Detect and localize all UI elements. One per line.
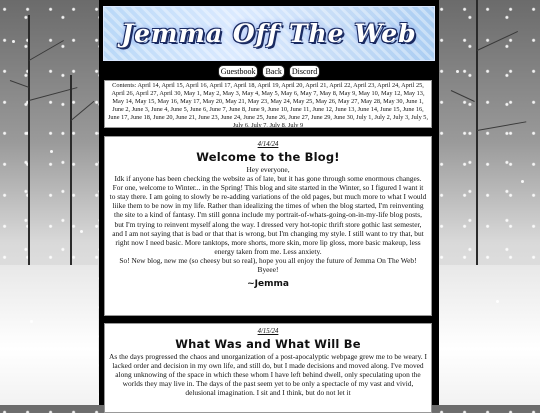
- tree-branch: [71, 101, 95, 121]
- left-winter-scene: [0, 0, 98, 405]
- tree-branch: [451, 90, 475, 102]
- post-title: What Was and What Will Be: [175, 337, 361, 351]
- snowflake: [30, 320, 33, 323]
- snowy-ground: [436, 265, 540, 405]
- bare-tree: [70, 75, 72, 275]
- post-paragraph: As the days progressed the chaos and unorganization of a post-apocalyptic webpage grew me to be weary. I lacked order and decision in my own life, and still do, but I made decisions and moved along. I've moved along unknowing of the space in which these whom I have left behind dwell, only speculating upon the worlds they may live in. The days of the past seem yet to be only a spectacle of my vast and vivid, delusional imagination. I sit and I think, but do not let it: [109, 352, 427, 398]
- snowflake: [521, 180, 524, 183]
- site-banner: [103, 6, 435, 61]
- discord-button[interactable]: Discord: [289, 65, 320, 78]
- contents-links[interactable]: Contents: April 14, April 15, April 16, April 17, April 18, April 19, April 20, April 21, April 22, April 23, April 24, April 25, April 26, April 27, April 30, May 1, May 2, May 3, May 4, May 5, May 6, May 7, May 8, May 9, May 10, May 12, May 13, May 14, May 15, May 16, May 17, May 20, May 21, May 23, May 24, May 25, May 26, May 27, May 28, May 30, June 1, June 2, June 3, June 4, June 5, June 6, June 7, June 8, June 9, June 10, June 11, June 12, June 13, June 14, June 15, June 16, June 17, June 18, June 20, June 21, June 23, June 24, June 25, June 26, June 27, June 29, June 30, July 1, July 2, July 3, July 5, July 6, July 7, July 8, July 9: [107, 82, 429, 128]
- snowy-ground: [0, 265, 98, 405]
- tree-branch: [477, 31, 518, 51]
- post-title: Welcome to the Blog!: [196, 150, 340, 164]
- back-button[interactable]: Back: [262, 65, 284, 78]
- post-signature: ~Jemma: [247, 279, 289, 290]
- tree-branch: [10, 80, 29, 88]
- bare-tree: [28, 15, 30, 275]
- post-date: 4/15/24: [257, 328, 279, 335]
- snowflake: [80, 230, 83, 233]
- guestbook-button[interactable]: Guestbook: [218, 65, 259, 78]
- main-column: [99, 0, 439, 405]
- blog-post: [104, 136, 432, 316]
- snowflake: [456, 70, 459, 73]
- snowflake: [50, 150, 53, 153]
- post-body: [105, 165, 431, 274]
- post-paragraph: So! New blog, new me (so cheesy but so real), hope you all enjoy the future of Jemma On The Web! Byeee!: [119, 255, 417, 275]
- tree-branch: [477, 121, 526, 131]
- tree-branch: [29, 40, 64, 61]
- site-title: Jemma Off The Web: [121, 19, 417, 48]
- blog-post: [104, 323, 432, 413]
- contents-list: [104, 80, 432, 128]
- post-paragraph: Hey everyone,: [246, 165, 290, 174]
- post-body: [105, 352, 431, 397]
- post-paragraph: Idk if anyone has been checking the website as of late, but it has gone through some enormous changes. For one, welcome to Winter... in the Spring! This blog and site started in the Winter, so I figured I want it to stay there. I am going to slowly be re-adding variations of the old pages, but much more to what I would liike them to be now in my life. Rather than idealizing the times of when the blog started, I'm reinventing the site to a kind of fantasy. I'm still gonna include my portrait-of-whats-going-on-in-my-life blog posts, but I'm trying to reinvent myself along the way. I dressed very hot-topic thrift store gothic last semester, and I am not saying that is bad or that that is wrong, but I'm changing my style. I still want to try that, but right now I need basic. More tanktops, more shorts, more skin, more lip gloss, more basic makeup, less energy taken from me. Less anxiety.: [109, 174, 427, 256]
- post-date: 4/14/24: [257, 141, 279, 148]
- nav-bar: [99, 61, 439, 79]
- bare-tree: [476, 0, 478, 275]
- snowflake: [12, 40, 15, 43]
- right-winter-scene: [436, 0, 540, 405]
- snowflake: [496, 300, 499, 303]
